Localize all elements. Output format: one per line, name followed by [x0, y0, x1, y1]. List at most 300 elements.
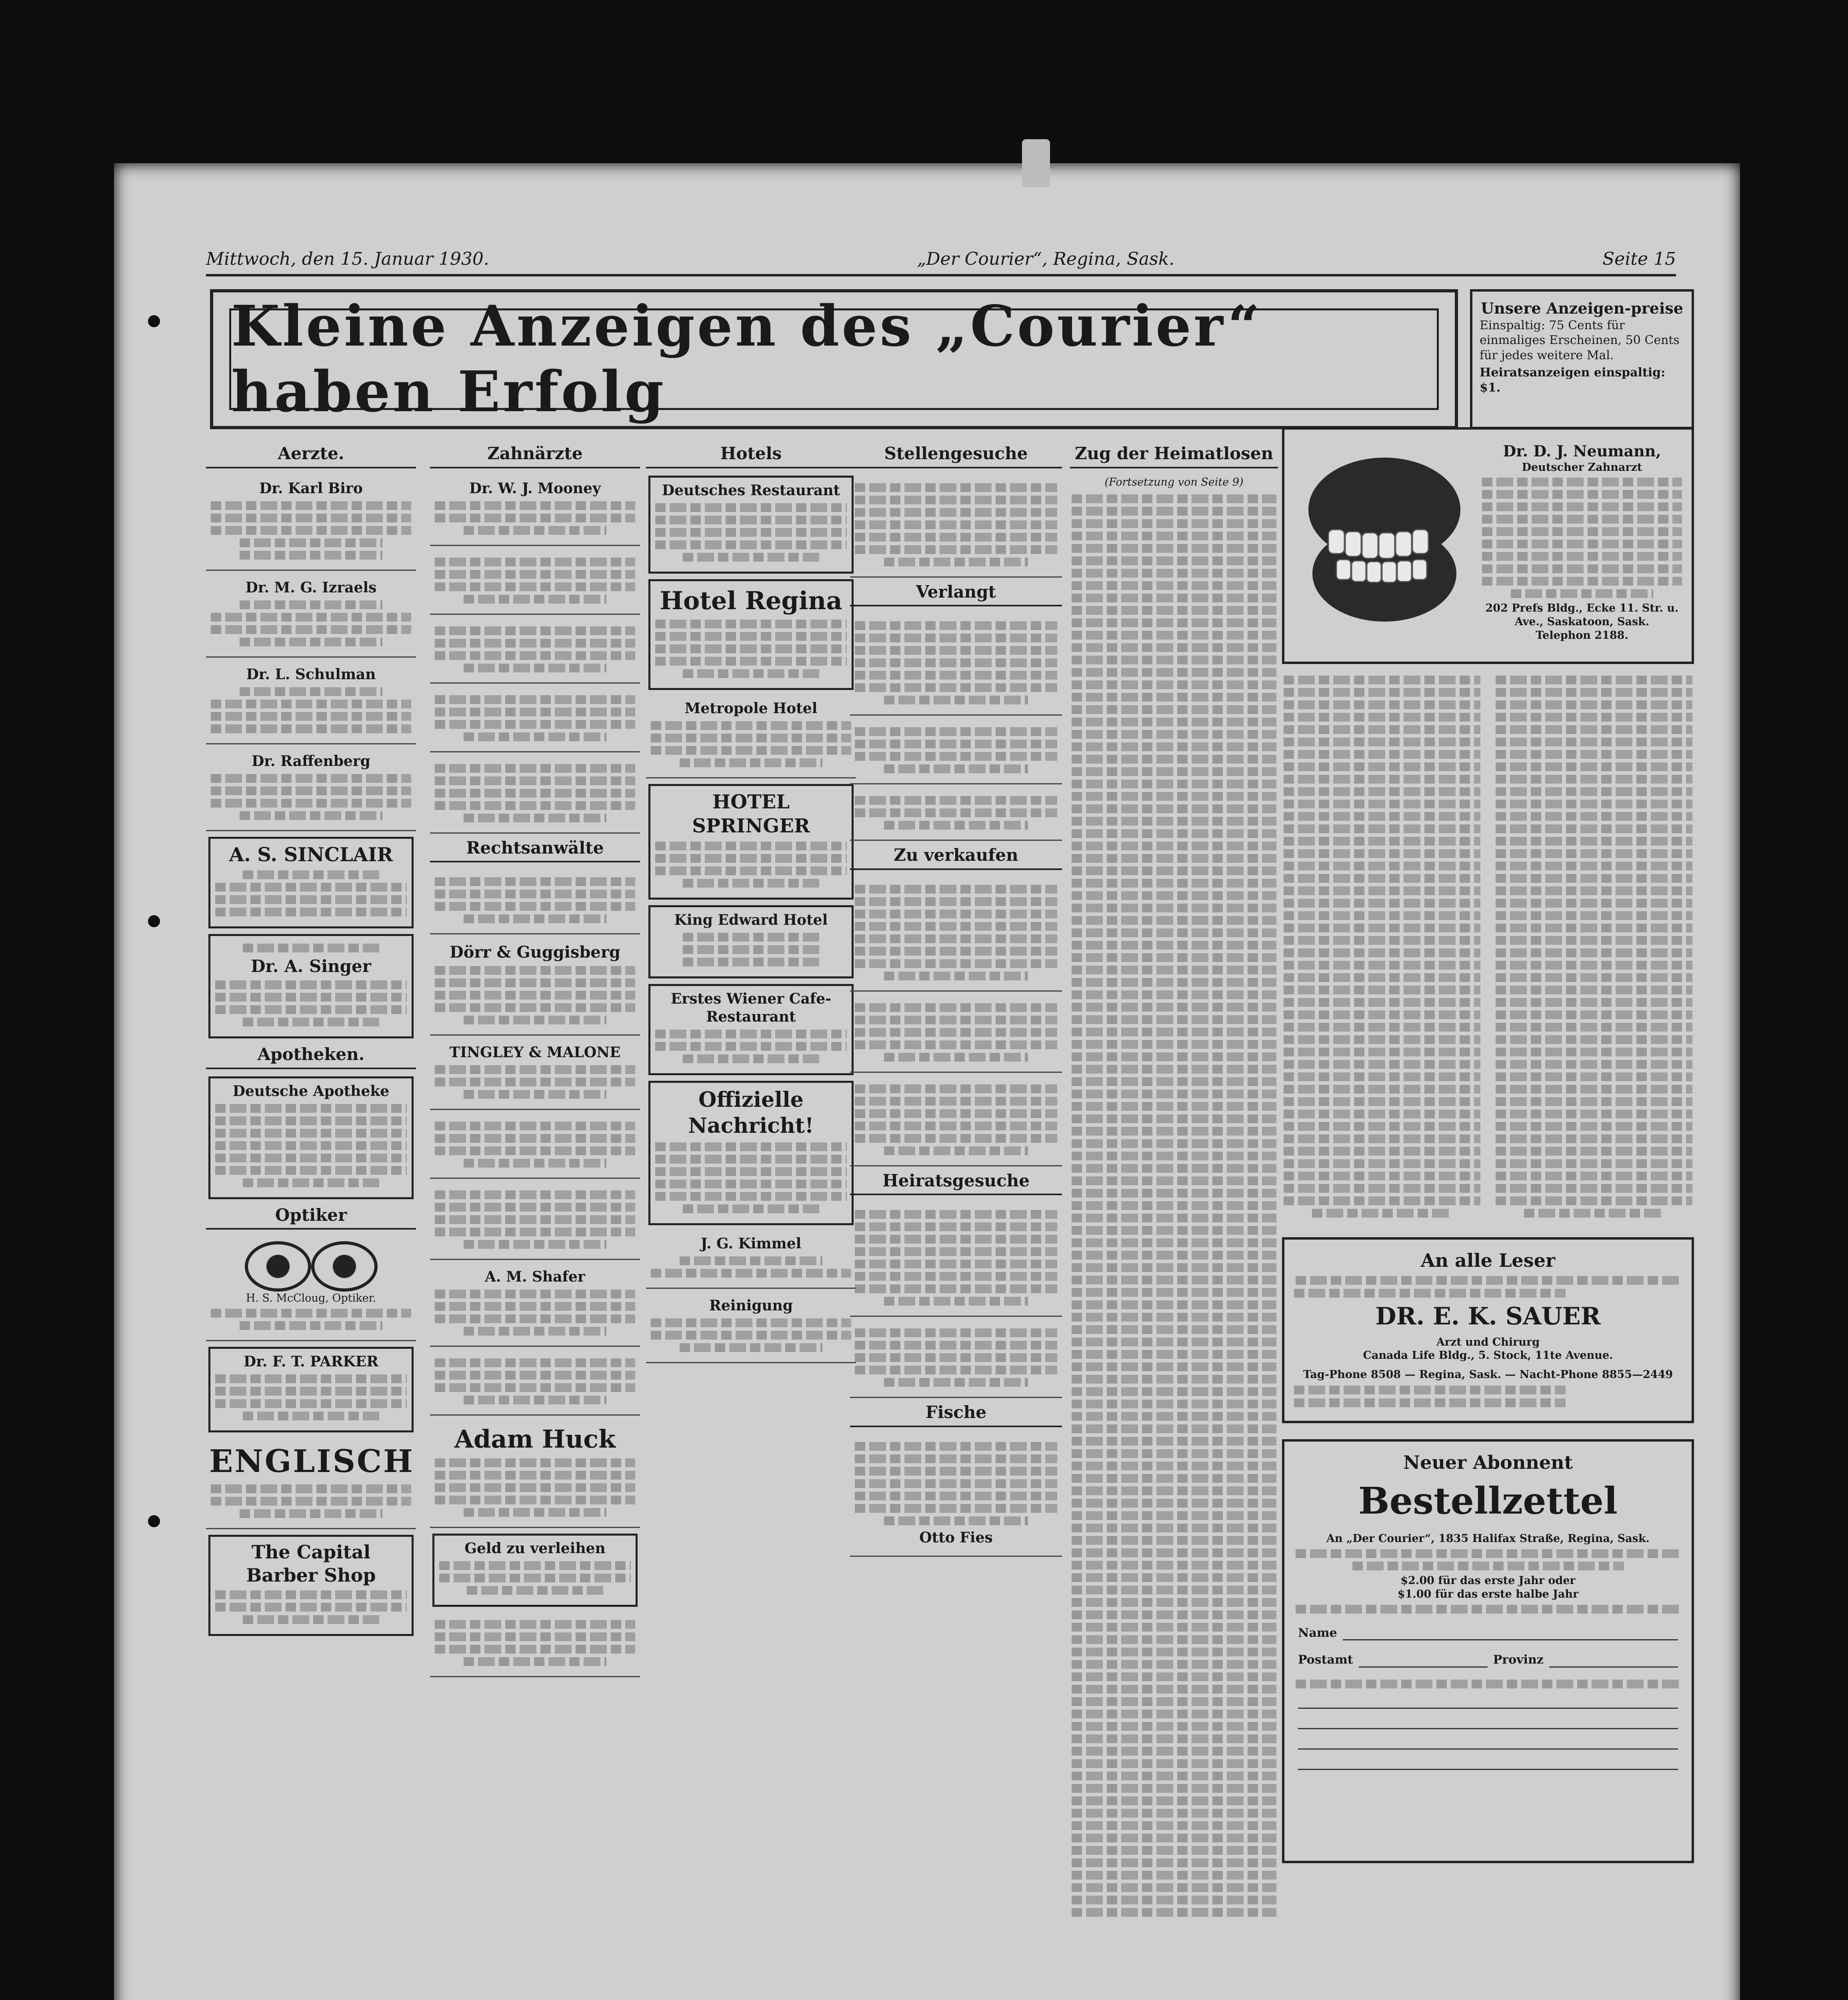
text-line [464, 526, 606, 535]
continued-note: (Fortsetzung von Seite 9) [1104, 476, 1244, 488]
text-line [1072, 854, 1276, 863]
leser-name: DR. E. K. SAUER [1375, 1302, 1601, 1330]
text-line [1496, 911, 1692, 920]
text-line [855, 508, 1057, 517]
text-line [211, 724, 411, 733]
text-line [855, 683, 1057, 692]
ad-optiker [206, 1237, 416, 1341]
text-line [1072, 1561, 1276, 1570]
text-line [243, 870, 379, 879]
text-line [211, 514, 411, 522]
text-line [855, 1442, 1057, 1451]
text-line [855, 796, 1057, 805]
classified-3 [850, 720, 1062, 784]
classified-4 [850, 788, 1062, 841]
text-line [855, 1479, 1057, 1488]
text-line [1072, 1040, 1276, 1049]
section-stellengesuche: Stellengesuche [850, 443, 1062, 468]
text-line [1496, 762, 1692, 771]
text-line [215, 980, 407, 989]
text-line [435, 1371, 635, 1380]
text-line [1072, 1288, 1276, 1297]
text-line [1072, 1424, 1276, 1433]
order-blank-line[interactable] [1298, 1748, 1678, 1750]
text-line [1284, 886, 1480, 895]
text-line [1284, 812, 1480, 821]
text-line [215, 1104, 407, 1113]
text-line [855, 885, 1057, 894]
text-line [435, 1290, 635, 1298]
text-line [435, 1302, 635, 1311]
text-line [855, 1341, 1057, 1350]
rates-box [1470, 289, 1694, 429]
order-address: An „Der Courier“, 1835 Halifax Straße, Regina, Sask. [1326, 1532, 1650, 1545]
ad-title: A. M. Shafer [485, 1268, 585, 1285]
notice-small [430, 1612, 640, 1677]
classified-8 [850, 1202, 1062, 1317]
text-line [1072, 594, 1276, 602]
text-line [1482, 515, 1682, 524]
text-line [1072, 1772, 1276, 1780]
text-line [435, 720, 635, 729]
text-line [467, 1586, 603, 1595]
text-line [1072, 1077, 1276, 1086]
text-line [1284, 1147, 1480, 1156]
ad-title: Metropole Hotel [684, 700, 818, 717]
section-optiker: Optiker [206, 1205, 416, 1230]
ad-huck [430, 1420, 640, 1528]
text-line [1072, 1313, 1276, 1322]
text-line [1072, 829, 1276, 838]
text-line [1072, 990, 1276, 999]
text-line [1284, 1085, 1480, 1094]
prov-label: Provinz [1493, 1653, 1544, 1667]
text-line [435, 1122, 635, 1130]
text-line [464, 914, 606, 923]
ad-title: Deutsche Apotheke [232, 1082, 390, 1100]
text-line [680, 758, 822, 767]
ad-englisch [206, 1438, 416, 1530]
text-line [1072, 1065, 1276, 1074]
text-line [1496, 837, 1692, 846]
text-line [655, 1192, 847, 1201]
text-line [1072, 581, 1276, 590]
text-line [1072, 1635, 1276, 1644]
text-line [1496, 725, 1692, 734]
text-line [1284, 986, 1480, 994]
text-line [884, 1146, 1028, 1155]
text-line [1524, 1209, 1664, 1218]
punch-hole [148, 315, 160, 327]
text-line [1496, 862, 1692, 870]
text-line [1072, 1759, 1276, 1768]
text-line [1072, 941, 1276, 950]
ad-tingley [430, 1040, 640, 1110]
text-line [1072, 804, 1276, 813]
order-price-1: $2.00 für das erste Jahr oder [1400, 1574, 1576, 1587]
ad-title: Dr. Karl Biro [259, 480, 363, 497]
text-line [435, 789, 635, 798]
text-line [215, 1603, 407, 1612]
text-line [1284, 713, 1480, 722]
text-line [884, 696, 1028, 704]
text-line [1496, 1184, 1692, 1193]
text-line [1496, 998, 1692, 1007]
text-line [683, 933, 819, 942]
leser-sub: Arzt und Chirurg [1436, 1336, 1540, 1348]
text-line [1482, 552, 1682, 561]
headline-banner [210, 289, 1458, 429]
text-line [464, 664, 606, 672]
text-line [1072, 569, 1276, 578]
text-line [1496, 1060, 1692, 1069]
text-line [683, 553, 819, 562]
text-line [1284, 961, 1480, 970]
text-line [240, 551, 382, 560]
text-line [1482, 478, 1682, 486]
text-line [1496, 1097, 1692, 1106]
ad-title: Dr. F. T. PARKER [243, 1353, 379, 1370]
text-line [1496, 973, 1692, 982]
ad-dentist-5 [430, 756, 640, 834]
text-line [1072, 1052, 1276, 1061]
text-line [1072, 1152, 1276, 1160]
order-name-field[interactable] [1298, 1626, 1678, 1641]
text-line [1482, 564, 1682, 573]
text-line [1072, 1375, 1276, 1384]
ad-title: A. S. SINCLAIR [229, 843, 393, 866]
text-line [1284, 1035, 1480, 1044]
ad-apotheke [208, 1076, 414, 1199]
text-line [1496, 1196, 1692, 1205]
text-line [1072, 904, 1276, 912]
ad-title: Deutsches Restaurant [662, 482, 840, 499]
text-line [1482, 502, 1682, 511]
text-line [1072, 1214, 1276, 1222]
text-line [855, 1467, 1057, 1476]
text-line [435, 1645, 635, 1654]
dentures-icon [1300, 446, 1468, 638]
section-heiratsgesuche: Heiratsgesuche [850, 1170, 1062, 1196]
text-line [655, 516, 847, 524]
ad-title: HOTEL SPRINGER [692, 791, 810, 837]
text-line [435, 558, 635, 566]
order-title: Neuer Abonnent [1403, 1451, 1573, 1473]
text-line [1072, 1412, 1276, 1421]
text-line [211, 799, 411, 808]
text-line [1072, 1672, 1276, 1681]
text-line [1284, 1184, 1480, 1193]
ad-wiener [648, 984, 854, 1075]
text-line [1072, 879, 1276, 888]
text-line [464, 732, 606, 741]
text-line [1072, 1821, 1276, 1830]
text-line [435, 1496, 635, 1504]
text-line [1072, 1400, 1276, 1408]
text-line [1496, 924, 1692, 932]
text-line [855, 1454, 1057, 1463]
text-line [464, 1396, 606, 1404]
text-line [1072, 730, 1276, 739]
text-line [1072, 693, 1276, 702]
text-line [1072, 507, 1276, 516]
text-line [855, 1260, 1057, 1268]
text-line [1072, 1623, 1276, 1632]
text-line [243, 1018, 379, 1026]
text-line [435, 1383, 635, 1392]
text-line [1496, 1122, 1692, 1131]
text-line [855, 1328, 1057, 1337]
neumann-title: Deutscher Zahnarzt [1522, 461, 1642, 474]
ad-king-edward [648, 905, 854, 978]
text-line [243, 1615, 379, 1624]
text-line [884, 1516, 1028, 1525]
text-line [1284, 1122, 1480, 1131]
ad-raffenberg [206, 748, 416, 831]
leser-phone: Tag-Phone 8508 — Regina, Sask. — Nacht-Phone 8855—2449 [1303, 1368, 1673, 1381]
text-line [855, 1097, 1057, 1106]
text-line [435, 801, 635, 810]
text-line [211, 712, 411, 721]
text-line [1496, 899, 1692, 908]
column-hotels [646, 443, 856, 2000]
text-line [1072, 1015, 1276, 1024]
text-line [680, 1256, 822, 1265]
section-verlangt: Verlangt [850, 582, 1062, 607]
text-line [1072, 494, 1276, 503]
text-line [884, 972, 1028, 980]
text-line [1482, 540, 1682, 548]
text-line [435, 639, 635, 648]
neumann-text [1480, 442, 1684, 642]
text-line [435, 582, 635, 591]
text-line [215, 1399, 407, 1408]
neumann-address: 202 Prefs Bldg., Ecke 11. Str. u. Ave., Saskatoon, Sask. [1485, 602, 1679, 628]
text-line [651, 734, 851, 742]
text-line [1284, 725, 1480, 734]
text-line [1072, 556, 1276, 565]
ad-metropole [646, 696, 856, 778]
text-line [211, 1484, 411, 1493]
text-line [1496, 738, 1692, 746]
text-line [1284, 824, 1480, 833]
text-line [855, 1353, 1057, 1362]
text-line [1072, 1871, 1276, 1880]
header-page: Seite 15 [1602, 249, 1676, 269]
text-line [855, 1134, 1057, 1143]
text-line [1284, 973, 1480, 982]
order-post-field[interactable] [1298, 1652, 1678, 1668]
order-blank-line[interactable] [1298, 1768, 1678, 1770]
ad-title: The Capital Barber Shop [246, 1541, 376, 1586]
text-line [1284, 800, 1480, 808]
ad-parker [208, 1347, 414, 1432]
text-line [1496, 1023, 1692, 1032]
ad-dentist-2 [430, 550, 640, 615]
order-blank-line[interactable] [1298, 1707, 1678, 1709]
text-line [855, 1247, 1057, 1256]
section-fische: Fische [850, 1402, 1062, 1427]
text-line [1072, 1362, 1276, 1371]
text-line [1072, 1586, 1276, 1594]
text-line [1072, 718, 1276, 726]
ad-lawyer-3 [430, 1183, 640, 1260]
section-zahnaerzte: Zahnärzte [430, 443, 640, 468]
text-line [240, 538, 382, 547]
text-line [211, 700, 411, 708]
text-line [1482, 527, 1682, 536]
text-line [1072, 1747, 1276, 1756]
text-line [1496, 1110, 1692, 1118]
text-line [1072, 1511, 1276, 1520]
text-line [1072, 1858, 1276, 1867]
order-blank-line[interactable] [1298, 1727, 1678, 1729]
text-line [655, 657, 847, 666]
text-line [1072, 1834, 1276, 1842]
text-line [855, 740, 1057, 748]
right-column [1282, 427, 1694, 1863]
text-line [215, 895, 407, 904]
text-line [1482, 490, 1682, 499]
text-line [1072, 1784, 1276, 1793]
ad-lawyer-4 [430, 1351, 640, 1416]
text-line [1072, 1536, 1276, 1545]
text-line [435, 695, 635, 704]
text-line [435, 1228, 635, 1236]
text-line [1072, 1300, 1276, 1309]
text-line [1072, 1697, 1276, 1706]
text-line [884, 1297, 1028, 1306]
ad-doerr [430, 938, 640, 1036]
text-line [1496, 800, 1692, 808]
ad-title: Dr. W. J. Mooney [469, 480, 601, 497]
text-line [1496, 1010, 1692, 1019]
text-line [1072, 1139, 1276, 1148]
text-line [1072, 1437, 1276, 1446]
text-line [655, 540, 847, 549]
text-line [1284, 862, 1480, 870]
text-line [1496, 849, 1692, 858]
text-line [1072, 1350, 1276, 1359]
ad-dentist-3 [430, 619, 640, 684]
text-line [651, 721, 851, 730]
text-line [655, 1155, 847, 1164]
text-line [855, 1210, 1057, 1219]
article-col-b [1494, 672, 1694, 1221]
classified-1 [850, 476, 1062, 578]
text-line [1072, 705, 1276, 714]
order-headline: Bestellzettel [1358, 1479, 1618, 1523]
text-line [651, 746, 851, 755]
text-line [464, 814, 606, 822]
header-paper: „Der Courier“, Regina, Sask. [917, 249, 1175, 269]
text-line [240, 1321, 382, 1330]
article-body [1070, 494, 1278, 1917]
ad-shafer [430, 1264, 640, 1347]
text-line [435, 776, 635, 785]
text-line [855, 634, 1057, 642]
text-line [1072, 1090, 1276, 1098]
text-line [1296, 1680, 1680, 1688]
text-line [435, 1146, 635, 1155]
text-line [1072, 544, 1276, 553]
text-line [1072, 1685, 1276, 1694]
text-line [855, 959, 1057, 968]
text-line [1072, 780, 1276, 788]
text-line [1072, 1796, 1276, 1805]
article-col-a [1282, 672, 1482, 1221]
text-line [1072, 1127, 1276, 1136]
punch-hole [148, 915, 160, 927]
text-line [1496, 886, 1692, 895]
ad-leser [1282, 1237, 1694, 1423]
text-line [1496, 1172, 1692, 1180]
text-line [884, 1053, 1028, 1062]
text-line [435, 991, 635, 1000]
text-line [1496, 874, 1692, 883]
text-line [215, 1590, 407, 1599]
text-line [855, 910, 1057, 918]
text-line [1072, 1226, 1276, 1235]
text-line [215, 1129, 407, 1138]
text-line [435, 1483, 635, 1492]
classified-7 [850, 1077, 1062, 1166]
ad-singer [208, 934, 414, 1039]
text-line [1072, 1710, 1276, 1718]
text-line [1296, 1276, 1680, 1285]
text-line [1284, 1097, 1480, 1106]
ad-sinclair [208, 837, 414, 928]
text-line [1284, 849, 1480, 858]
text-line [435, 514, 635, 522]
section-zu-verkaufen: Zu verkaufen [850, 845, 1062, 870]
column-aerzte [206, 443, 416, 2000]
text-line [683, 1054, 819, 1063]
text-line [1284, 1072, 1480, 1081]
text-line [855, 1084, 1057, 1093]
ad-title: Dr. M. G. Izraels [245, 579, 377, 596]
text-line [435, 1078, 635, 1086]
text-line [464, 1159, 606, 1168]
text-line [1072, 755, 1276, 764]
text-line [655, 644, 847, 653]
text-line [243, 1412, 379, 1420]
ad-title: Reinigung [709, 1297, 793, 1314]
neumann-name: Dr. D. J. Neumann, [1503, 442, 1661, 460]
text-line [1072, 1325, 1276, 1334]
ad-title: Offizielle Nachricht! [688, 1088, 814, 1138]
text-line [855, 934, 1057, 943]
text-line [655, 1167, 847, 1176]
text-line [435, 966, 635, 975]
text-line [211, 1309, 411, 1318]
text-line [435, 978, 635, 987]
ad-springer [648, 784, 854, 900]
text-line [1496, 1134, 1692, 1143]
rates-body: Einspaltig: 75 Cents für einmaliges Erscheinen, 50 Cents für jedes weitere Mal. [1480, 318, 1680, 362]
text-line [1072, 643, 1276, 652]
text-line [435, 570, 635, 579]
text-line [1072, 1449, 1276, 1458]
section-rechtsanwaelte: Rechtsanwälte [430, 838, 640, 863]
text-line [215, 1141, 407, 1150]
text-line [1496, 948, 1692, 957]
text-line [215, 1166, 407, 1175]
text-line [1072, 792, 1276, 801]
text-line [240, 687, 382, 696]
text-line [1284, 1134, 1480, 1143]
text-line [1072, 1548, 1276, 1557]
